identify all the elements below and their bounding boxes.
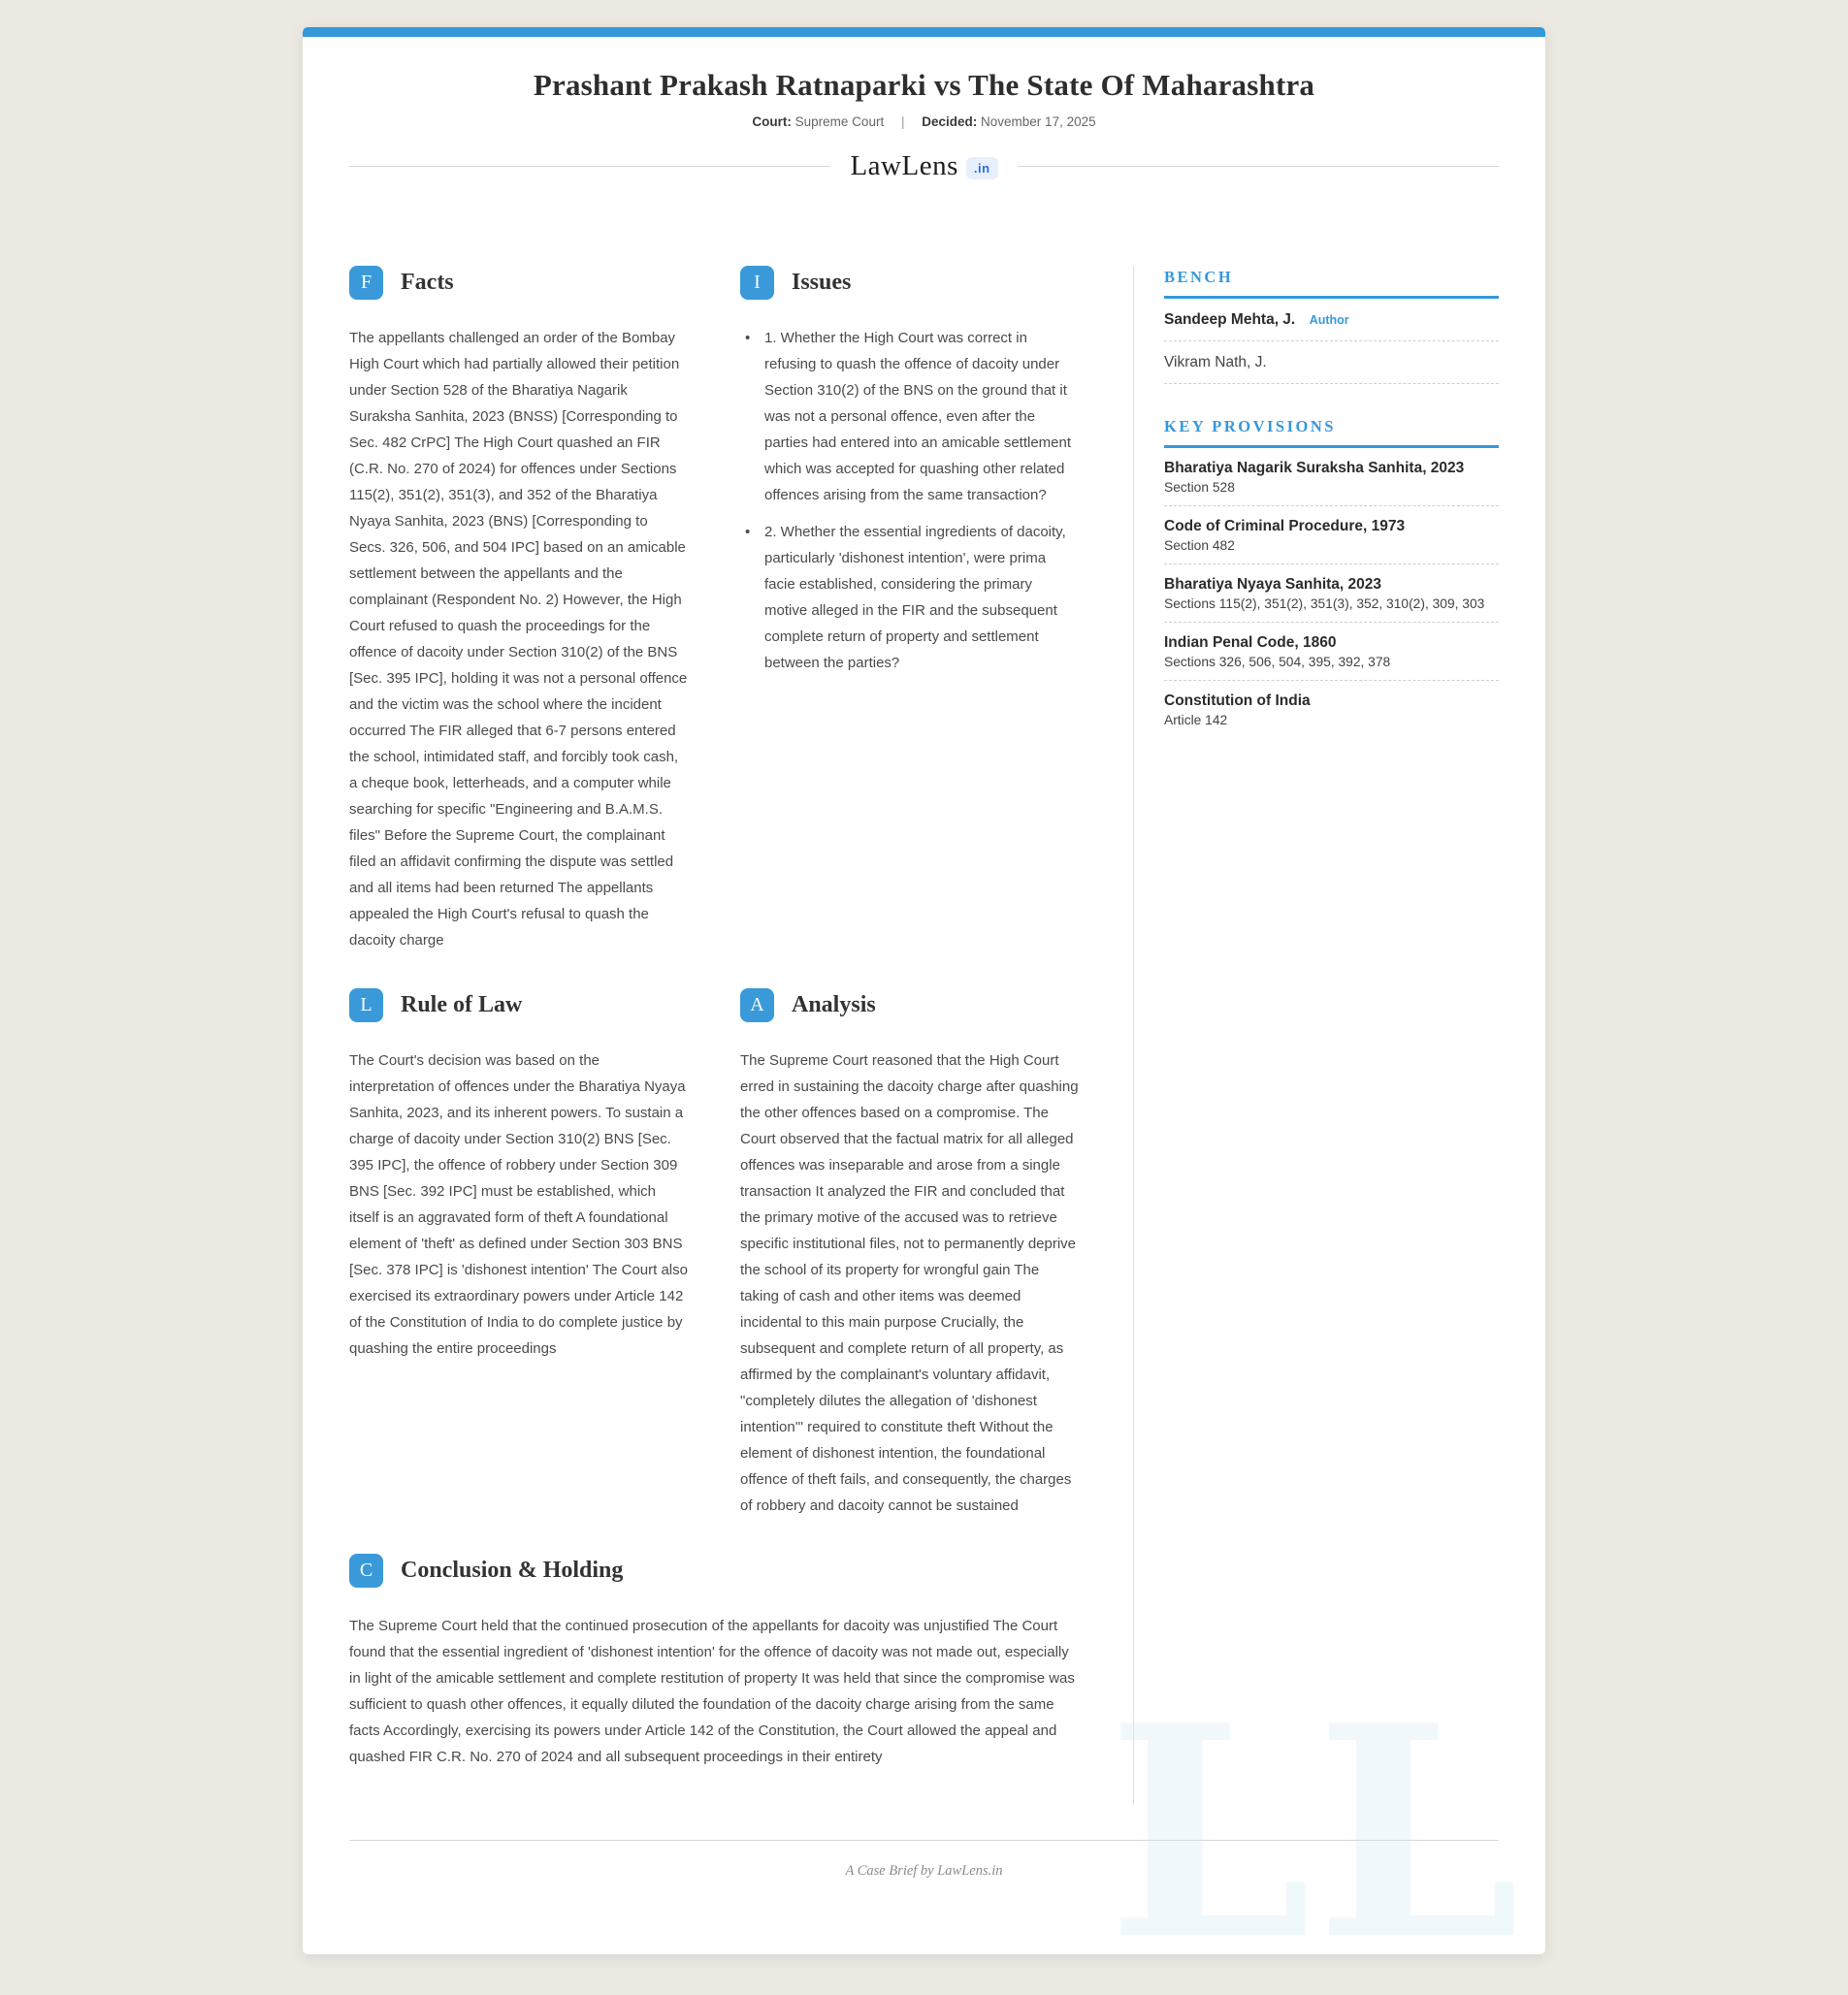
rule-of-law-title: Rule of Law: [401, 992, 523, 1017]
decided-label: Decided:: [922, 114, 978, 129]
judge-name: Sandeep Mehta, J.: [1164, 311, 1296, 328]
rule-of-law-header: [349, 988, 688, 1022]
header: [303, 37, 1545, 182]
brand-tld-badge: .in: [966, 157, 998, 179]
analysis-body: The Supreme Court reasoned that the High Court erred in sustaining the dacoity charge after quashing the other offences based on a compromise. The Court observed that the factual matrix for all alleged offences was inseparable and arose from a single transaction It analyzed the FIR and concluded that the primary motive of the accused was to retrieve specific institutional files, not to permanently deprive the school of its property for wrongful gain The taking of cash and other items was deemed incidental to this main purpose Crucially, the subsequent and complete return of all property, as affirmed by the complainant's voluntary affidavit, "completely dilutes the allegation of 'dishonest intention'" required to constitute theft Without the element of dishonest intention, the foundational offence of theft fails, and consequently, the charges of robbery and dacoity cannot be sustained: [740, 1052, 1079, 1514]
author-tag: Author: [1309, 313, 1349, 327]
provision-name: Constitution of India: [1164, 692, 1311, 709]
brand-logo: [850, 150, 997, 182]
provision-name: Bharatiya Nyaya Sanhita, 2023: [1164, 576, 1382, 593]
provision-detail: Section 528: [1164, 480, 1235, 495]
bench-judge: [1164, 341, 1499, 384]
conclusion-header: [349, 1554, 1079, 1588]
provision-detail: Sections 326, 506, 504, 395, 392, 378: [1164, 655, 1391, 669]
issues-list: [740, 325, 1079, 676]
conclusion-body: The Supreme Court held that the continued prosecution of the appellants for dacoity was unjustified The Court found that the essential ingredient of 'dishonest intention' for the offence of dacoity was not made out, especially in light of the amicable settlement and complete restitution of property It was held that since the compromise was sufficient to quash other offences, it equally diluted the foundation of the dacoity charge arising from the same facts Accordingly, exercising its powers under Article 142 of the Constitution, the Court allowed the appeal and quashed FIR C.R. No. 270 of 2024 and all subsequent proceedings in their entirety: [349, 1618, 1075, 1765]
footer: [349, 1840, 1499, 1915]
provision-item: [1164, 506, 1499, 564]
issues-header: [740, 266, 1079, 300]
issues-badge-icon: I: [740, 266, 774, 300]
facts-body: The appellants challenged an order of the Bombay High Court which had partially allowed their petition under Section 528 of the Bharatiya Nagarik Suraksha Sanhita, 2023 (BNSS) [Corresponding to Sec. 482 CrPC] The High Court quashed an FIR (C.R. No. 270 of 2024) for offences under Sections 115(2), 351(2), 351(3), and 352 of the Bharatiya Nyaya Sanhita, 2023 (BNS) [Corresponding to Secs. 326, 506, and 504 IPC] based on an amicable settlement between the appellants and the complainant (Respondent No. 2) However, the High Court refused to quash the proceedings for the offence of dacoity under Section 310(2) of the BNS [Sec. 395 IPC], holding it was not a personal offence and the victim was the school where the incident occurred The FIR alleged that 6-7 persons entered the school, intimidated staff, and forcibly took cash, a cheque book, letterheads, and a computer while searching for specific "Engineering and B.A.M.S. files" Before the Supreme Court, the complainant filed an affidavit confirming the dispute was settled and all items had been returned The appellants appealed the High Court's refusal to quash the dacoity charge: [349, 330, 688, 949]
analysis-title: Analysis: [792, 992, 876, 1017]
rule-of-law-body: The Court's decision was based on the interpretation of offences under the Bharatiya Nyaya Sanhita, 2023, and its inherent powers. To sustain a charge of dacoity under Section 310(2) BNS [Sec. 395 IPC], the offence of robbery under Section 309 BNS [Sec. 392 IPC] must be established, which itself is an aggravated form of theft A foundational element of 'theft' as defined under Section 303 BNS [Sec. 378 IPC] is 'dishonest intention' The Court also exercised its extraordinary powers under Article 142 of the Constitution of India to do complete justice by quashing the entire proceedings: [349, 1052, 688, 1357]
analysis-header: [740, 988, 1079, 1022]
content-area: [303, 266, 1545, 1805]
divider-line-left: [349, 166, 830, 167]
section-analysis: [740, 988, 1079, 1519]
sidebar: [1133, 266, 1499, 1805]
brand-name: LawLens: [850, 150, 958, 181]
rule-of-law-badge-icon: L: [349, 988, 383, 1022]
key-provisions-heading: KEY PROVISIONS: [1164, 417, 1499, 448]
bench-judge: [1164, 299, 1499, 341]
section-rule-of-law: [349, 988, 688, 1519]
accent-top-bar: [303, 27, 1545, 37]
main-columns: [349, 266, 1133, 1805]
case-brief-card: [303, 27, 1545, 1954]
provision-item: [1164, 681, 1499, 738]
provision-name: Indian Penal Code, 1860: [1164, 634, 1337, 651]
footer-credit: A Case Brief by LawLens.in: [845, 1863, 1003, 1879]
case-meta: [303, 114, 1545, 129]
brand-divider-row: [349, 150, 1499, 182]
provision-item: [1164, 564, 1499, 623]
provision-item: [1164, 448, 1499, 506]
meta-separator: |: [900, 114, 905, 129]
conclusion-title: Conclusion & Holding: [401, 1558, 624, 1583]
provision-item: [1164, 623, 1499, 681]
issue-item: • 1. Whether the High Court was correct in refusing to quash the offence of dacoity under Section 310(2) of the BNS on the ground that it was not a personal offence, even after the parties had entered into an amicable settlement which was accepted for quashing other related offences arising from the same transaction?: [740, 325, 1079, 508]
watermark-monogram: LL: [1107, 1661, 1524, 1954]
provision-name: Code of Criminal Procedure, 1973: [1164, 518, 1406, 534]
section-facts: [349, 266, 688, 953]
judge-name: Vikram Nath, J.: [1164, 354, 1267, 370]
analysis-badge-icon: A: [740, 988, 774, 1022]
facts-title: Facts: [401, 270, 454, 295]
provision-detail: Article 142: [1164, 713, 1228, 727]
facts-badge-icon: F: [349, 266, 383, 300]
issues-title: Issues: [792, 270, 852, 295]
section-issues: [740, 266, 1079, 953]
facts-header: [349, 266, 688, 300]
provision-detail: Sections 115(2), 351(2), 351(3), 352, 310(2), 309, 303: [1164, 596, 1485, 611]
court-label: Court:: [752, 114, 792, 129]
provision-name: Bharatiya Nagarik Suraksha Sanhita, 2023: [1164, 460, 1465, 476]
court-value: Supreme Court: [794, 114, 885, 129]
issue-item: • 2. Whether the essential ingredients of dacoity, particularly 'dishonest intention', were prima facie established, considering the primary motive alleged in the FIR and the subsequent complete return of property and settlement between the parties?: [740, 519, 1079, 676]
divider-line-right: [1018, 166, 1499, 167]
page-title: Prashant Prakash Ratnaparki vs The State Of Maharashtra: [533, 68, 1315, 102]
conclusion-badge-icon: C: [349, 1554, 383, 1588]
decided-value: November 17, 2025: [981, 114, 1096, 129]
section-conclusion: [349, 1554, 1079, 1770]
provision-detail: Section 482: [1164, 538, 1235, 553]
bench-heading: BENCH: [1164, 268, 1499, 299]
